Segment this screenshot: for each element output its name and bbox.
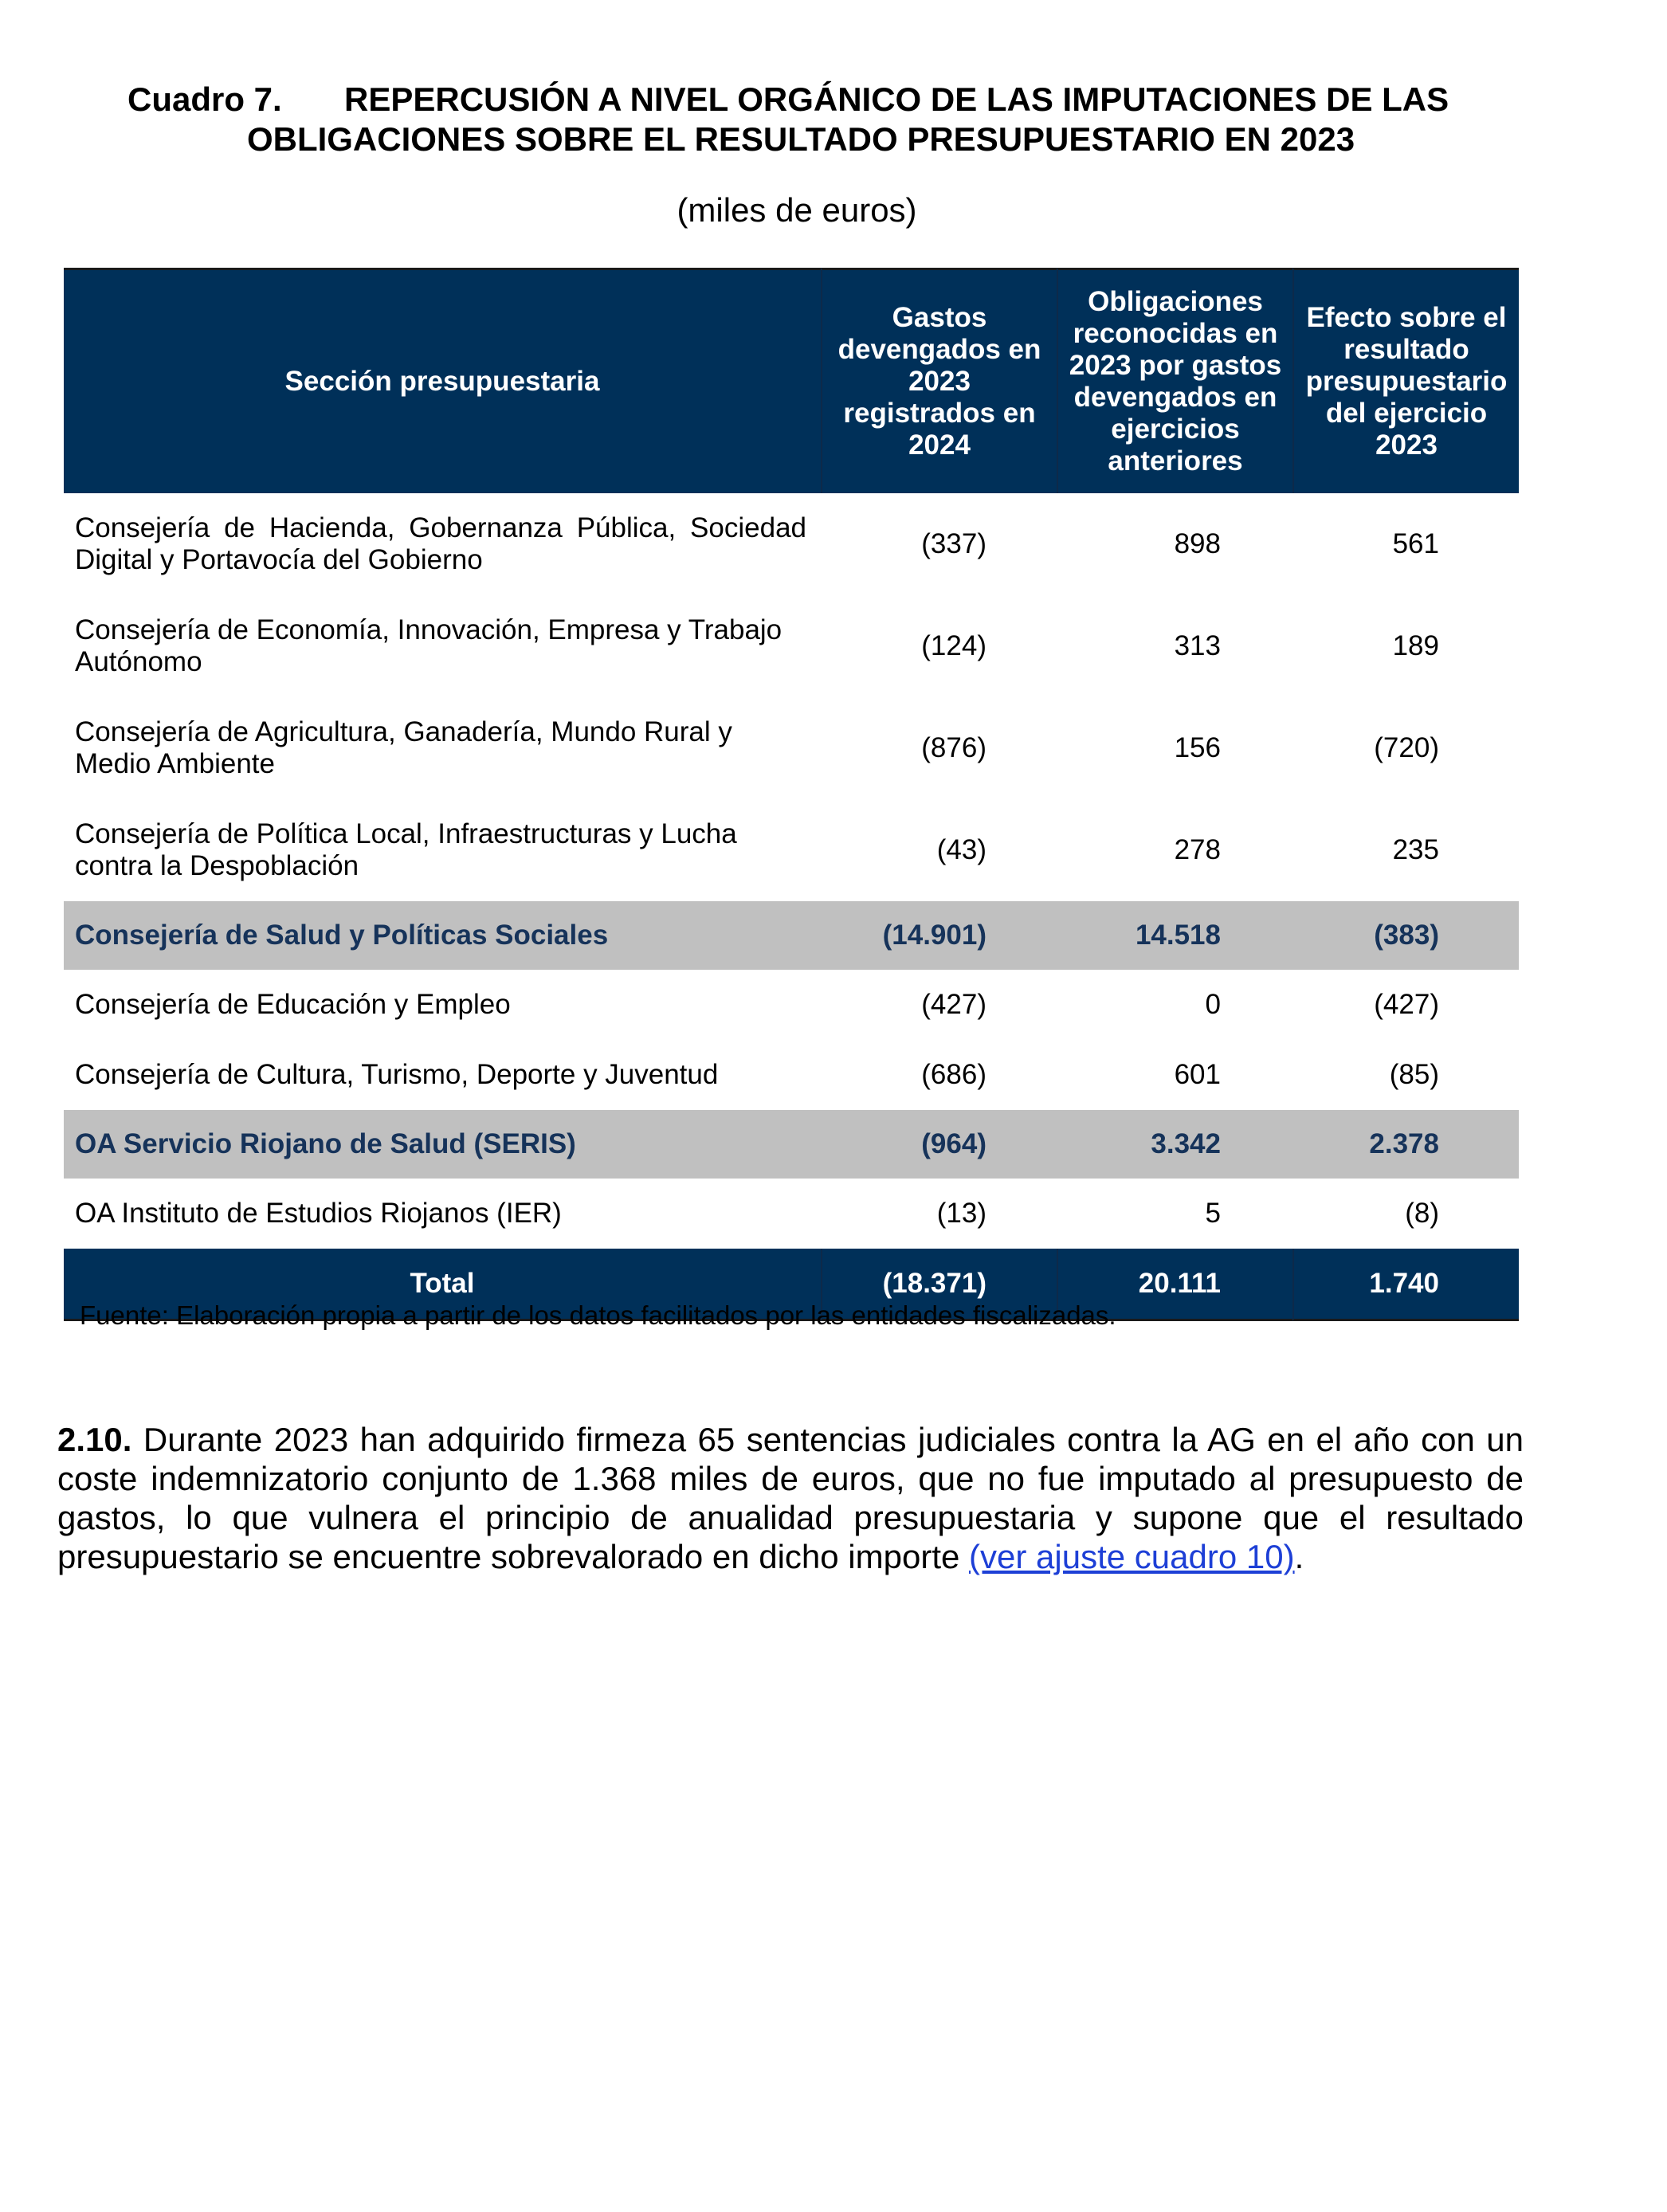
table-row	[64, 595, 1519, 697]
row-name: Consejería de Política Local, Infraestructuras y Lucha contra la Despoblación	[75, 818, 737, 881]
source-note: Fuente: Elaboración propia a partir de los datos facilitados por las entidades fiscalizadas.	[80, 1300, 1116, 1330]
total-efecto: 1.740	[1292, 1249, 1519, 1321]
table-row	[64, 1040, 1519, 1110]
total-label: Total	[64, 1249, 821, 1321]
table-title	[127, 80, 1530, 159]
cell-obligaciones: 278	[1174, 834, 1221, 865]
paragraph-end: .	[1294, 1538, 1304, 1575]
table-row	[64, 970, 1519, 1040]
paragraph-number: 2.10.	[57, 1421, 132, 1458]
row-name: Consejería de Agricultura, Ganadería, Mundo Rural y Medio Ambiente	[75, 716, 732, 779]
cell-gastos: (14.901)	[821, 901, 1057, 970]
column-header-obligaciones: Obligaciones reconocidas en 2023 por gastos devengados en ejercicios anteriores	[1057, 268, 1292, 493]
title-line-2: OBLIGACIONES SOBRE EL RESULTADO PRESUPUESTARIO EN 2023	[246, 120, 1355, 158]
column-header-seccion: Sección presupuestaria	[64, 268, 821, 493]
cell-efecto: 189	[1392, 630, 1439, 661]
cell-efecto: (383)	[1292, 901, 1519, 970]
cuadro-10-link[interactable]: (ver ajuste cuadro 10)	[969, 1538, 1295, 1575]
cell-obligaciones: 5	[1205, 1198, 1221, 1229]
table-row	[64, 799, 1519, 901]
row-name: Consejería de Hacienda, Gobernanza Pública, Sociedad Digital y Portavocía del Gobierno	[75, 512, 806, 575]
cell-gastos: (427)	[921, 989, 986, 1020]
row-name: Consejería de Salud y Políticas Sociales	[64, 901, 821, 970]
cell-obligaciones: 601	[1174, 1059, 1221, 1090]
units-label: (miles de euros)	[677, 191, 917, 229]
row-name: Consejería de Economía, Innovación, Empresa y Trabajo Autónomo	[75, 614, 783, 677]
row-name: Consejería de Cultura, Turismo, Deporte y Juventud	[75, 1059, 719, 1090]
cell-gastos: (337)	[921, 528, 986, 559]
row-name: OA Servicio Riojano de Salud (SERIS)	[64, 1110, 821, 1179]
paragraph-text: Durante 2023 han adquirido firmeza 65 sentencias judiciales contra la AG en el año con un coste indemnizatorio conjunto de 1.368 miles de euros, que no fue imputado al presupuesto de gastos, lo que vulnera el principio de anualidad presupuestaria y supone que el resultado presupuestario se encuentre sobrevalorado en dicho importe	[57, 1421, 1524, 1575]
table-row-highlighted	[64, 901, 1519, 970]
table-row	[64, 1179, 1519, 1249]
cell-efecto: (85)	[1389, 1059, 1439, 1090]
cell-efecto: (720)	[1374, 732, 1439, 763]
cell-efecto: 2.378	[1292, 1110, 1519, 1179]
cell-gastos: (124)	[921, 630, 986, 661]
cell-obligaciones: 0	[1205, 989, 1221, 1020]
title-line-1	[127, 80, 1530, 120]
cell-efecto: 561	[1392, 528, 1439, 559]
cell-efecto: (8)	[1405, 1198, 1439, 1229]
budget-table	[64, 268, 1519, 1321]
cell-obligaciones: 313	[1174, 630, 1221, 661]
column-header-efecto: Efecto sobre el resultado presupuestario del ejercicio 2023	[1292, 268, 1519, 493]
cell-obligaciones: 3.342	[1057, 1110, 1292, 1179]
cell-gastos: (13)	[936, 1198, 986, 1229]
title-text-1: REPERCUSIÓN A NIVEL ORGÁNICO DE LAS IMPUTACIONES DE LAS	[344, 80, 1449, 118]
cell-gastos: (964)	[821, 1110, 1057, 1179]
cell-obligaciones: 156	[1174, 732, 1221, 763]
total-gastos: (18.371)	[821, 1249, 1057, 1321]
table-number: Cuadro 7.	[127, 80, 282, 118]
cell-obligaciones: 898	[1174, 528, 1221, 559]
cell-gastos: (686)	[921, 1059, 986, 1090]
table-row-highlighted	[64, 1110, 1519, 1179]
cell-efecto: (427)	[1374, 989, 1439, 1020]
column-header-gastos: Gastos devengados en 2023 registrados en 2024	[821, 268, 1057, 493]
cell-gastos: (876)	[921, 732, 986, 763]
cell-obligaciones: 14.518	[1057, 901, 1292, 970]
total-obligaciones: 20.111	[1057, 1249, 1292, 1321]
row-name: Consejería de Educación y Empleo	[75, 989, 511, 1020]
cell-efecto: 235	[1392, 834, 1439, 865]
row-name: OA Instituto de Estudios Riojanos (IER)	[75, 1198, 562, 1229]
table-row	[64, 493, 1519, 595]
table-header-row	[64, 268, 1519, 493]
paragraph-2-10	[57, 1420, 1524, 1576]
cell-gastos: (43)	[936, 834, 986, 865]
table-row	[64, 697, 1519, 799]
